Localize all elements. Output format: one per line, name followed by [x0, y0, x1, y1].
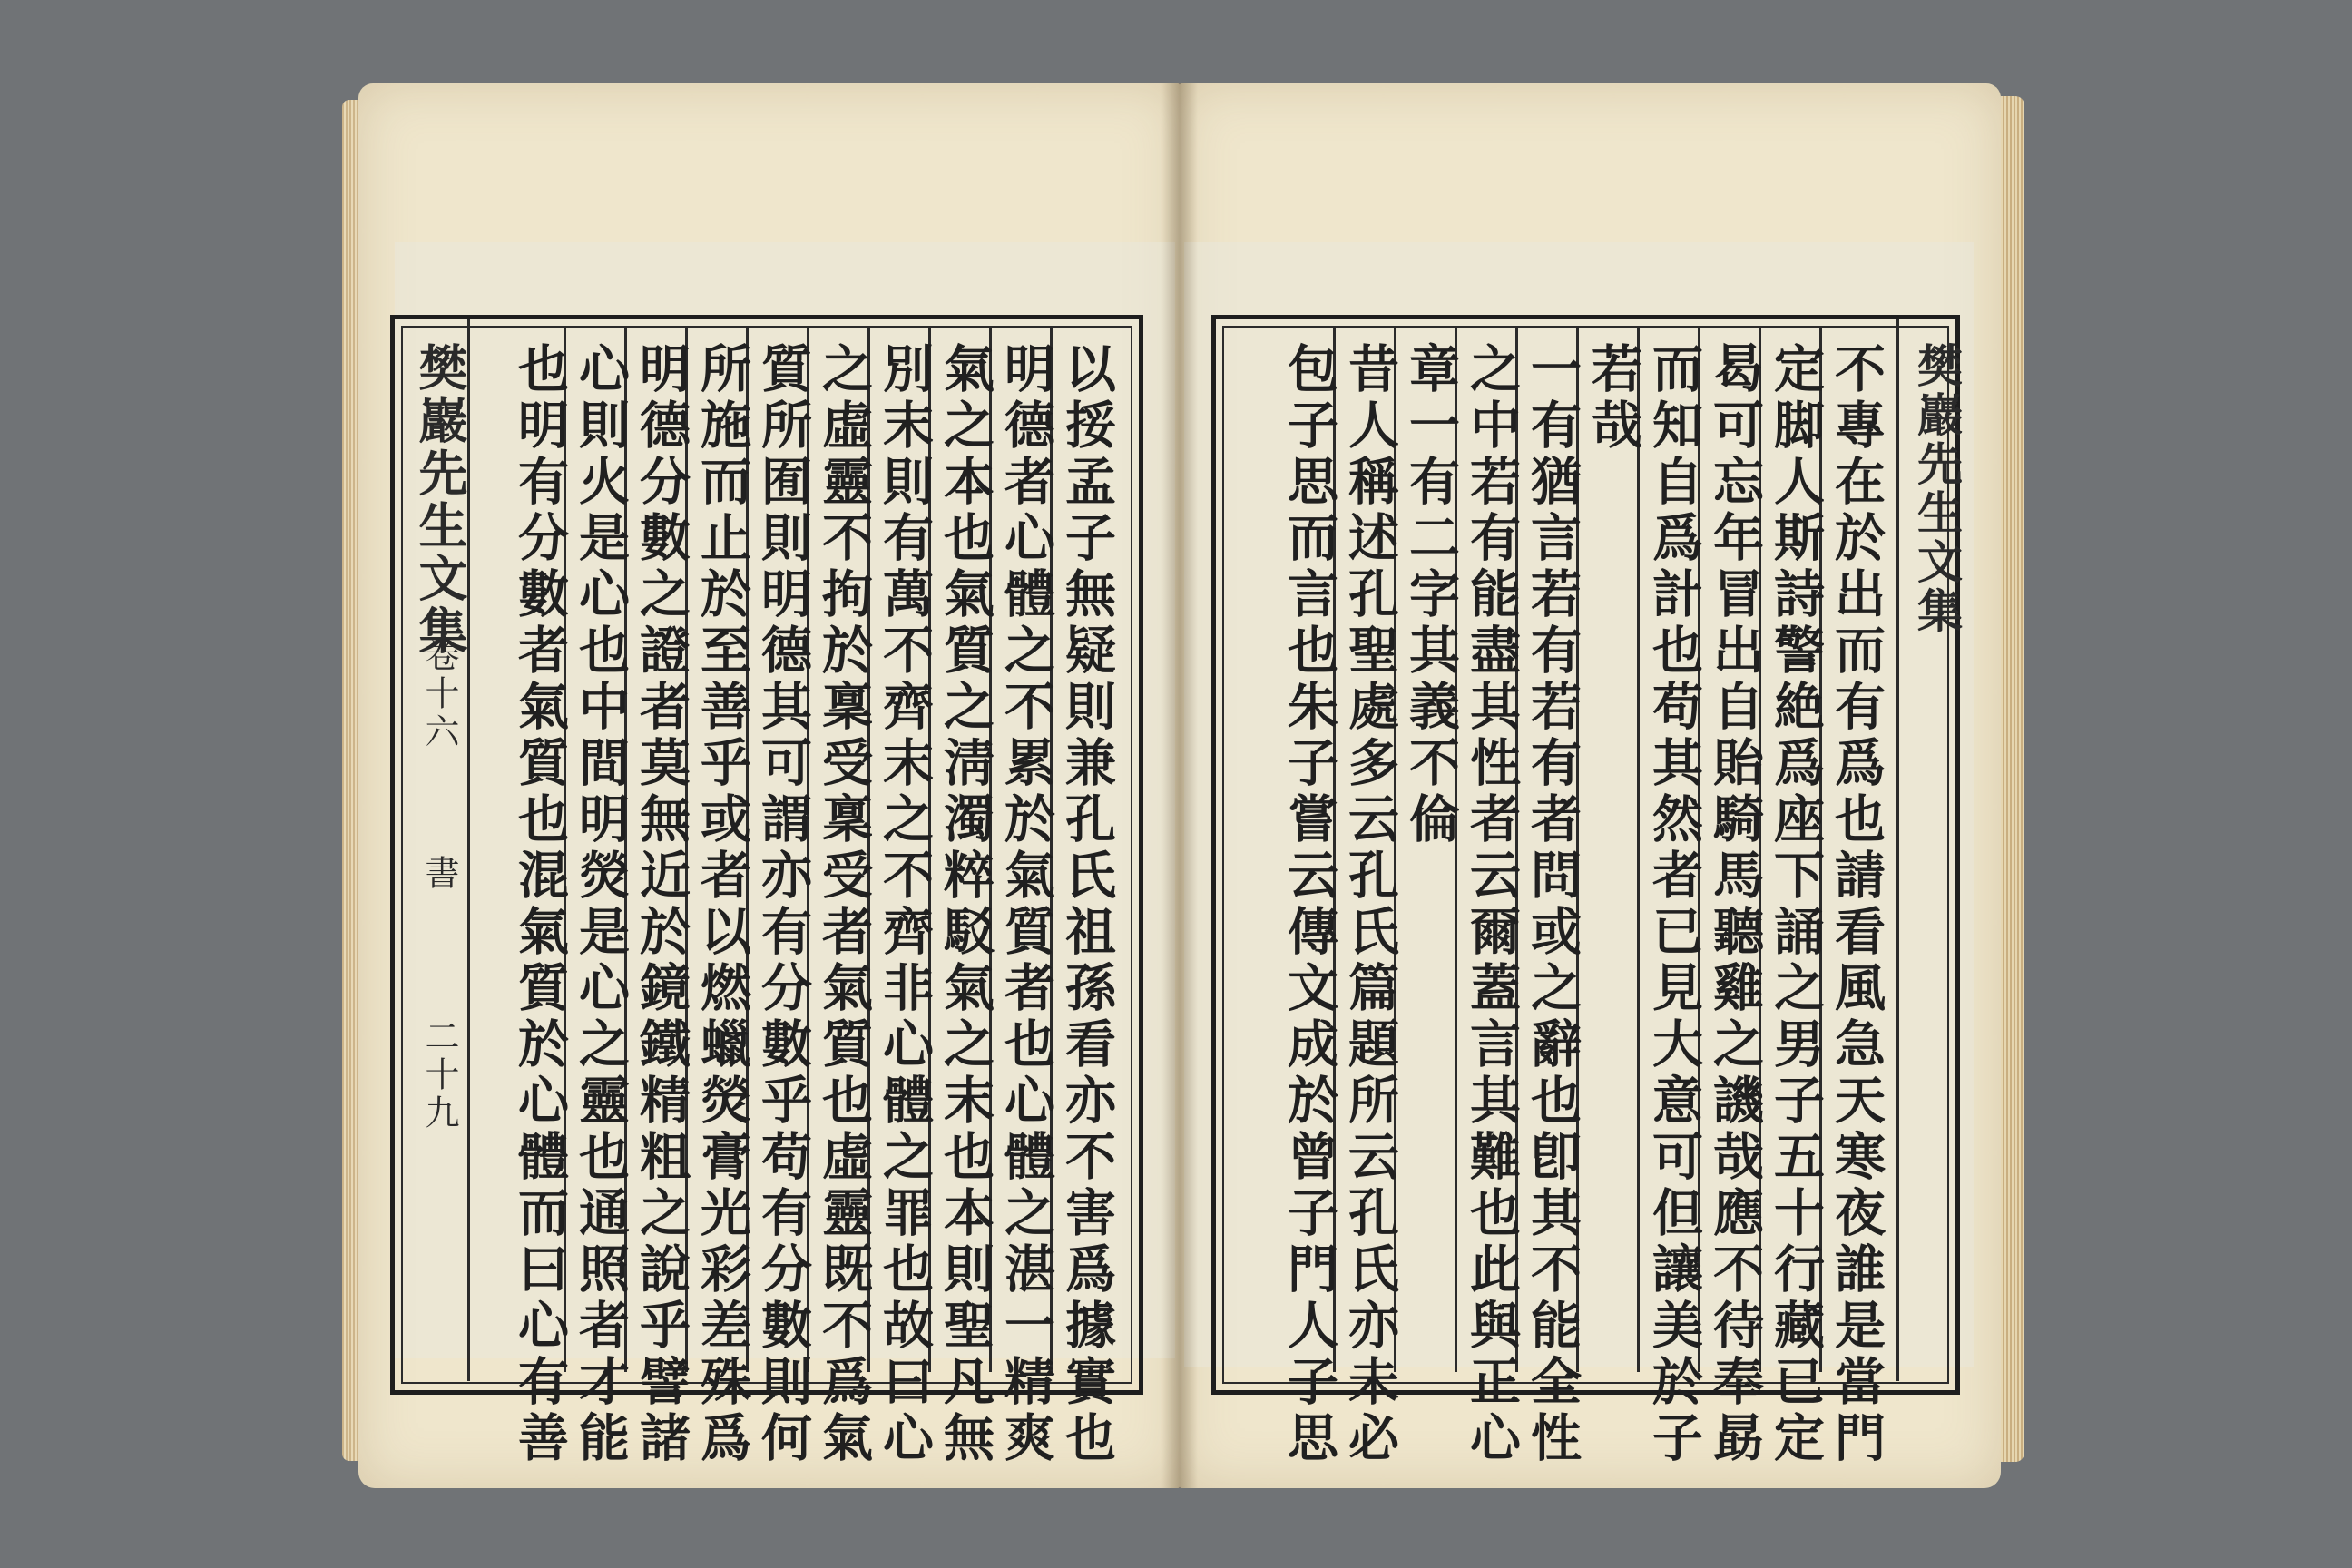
open-book: [358, 83, 2001, 1488]
left-col-9: 心則火是心也中間明熒是心之靈也通照者才能: [571, 342, 631, 1467]
left-col-7: 所施而止於至善乎或者以燃蠟熒膏光彩差殊爲: [692, 342, 752, 1467]
left-col-1: 以挼孟子無疑則兼孔氏祖孫看亦不害爲據實也: [1057, 342, 1117, 1467]
left-volume-label: 卷十六: [419, 637, 459, 751]
right-banxin-rule: [1896, 319, 1899, 1381]
right-page-edges: [1997, 96, 2024, 1462]
right-page: [1180, 83, 2001, 1488]
right-col-8: 章一有二字其義不倫: [1401, 342, 1461, 848]
left-col-2: 明德者心體之不累於氣質者也心體之湛一精爽: [996, 342, 1056, 1467]
left-page: [358, 83, 1180, 1488]
right-col-4: 而知自爲計也苟其然者已見大意可但讓美於子: [1644, 342, 1704, 1467]
left-page-number: 二十九: [419, 1018, 459, 1132]
right-col-5: 若哉: [1583, 342, 1643, 455]
left-col-8: 明德分數之證者莫無近於鏡鐵精粗之說乎譬諸: [632, 342, 691, 1467]
right-col-9: 昔人稱述孔聖處多云孔氏篇題所云孔氏亦未必: [1340, 342, 1400, 1467]
left-col-10: 也明有分數者氣質也混氣質於心體而曰心有善: [510, 342, 570, 1467]
right-title-label: 樊巖先生文集: [1910, 342, 1964, 636]
right-col-7: 之中若有能盡其性者云爾蓋言其難也此與正心: [1462, 342, 1522, 1467]
left-col-3: 氣之本也氣質之淸濁粹駁氣之末也本則聖凡無: [936, 342, 995, 1467]
left-col-6: 質所囿則明德其可謂亦有分數乎苟有分數則何: [753, 342, 813, 1467]
left-section-label: 書: [419, 855, 459, 893]
left-title-label: 樊巖先生文集: [411, 342, 469, 658]
right-col-2: 定脚人斯詩警絶爲座下誦之男子五十行藏已定: [1766, 342, 1826, 1467]
right-col-3: 曷可忘年冒出自貽騎馬聽雞之譏哉應不待奉勗: [1705, 342, 1765, 1467]
book-gutter: [1161, 83, 1198, 1488]
right-col-rule: [1637, 328, 1640, 1372]
right-col-1: 不專在於出而有爲也請看風急天寒夜誰是當門: [1827, 342, 1886, 1467]
right-col-10: 包子思而言也朱子嘗云傳文成於曾子門人子思: [1279, 342, 1339, 1467]
left-col-5: 之虛靈不拘於稟受稟受者氣質也虛靈既不爲氣: [814, 342, 874, 1467]
left-col-4: 別末則有萬不齊末之不齊非心體之罪也故曰心: [875, 342, 935, 1467]
right-col-6: 一有猶言若有若有者問或之辭也卽其不能全性: [1523, 342, 1583, 1467]
